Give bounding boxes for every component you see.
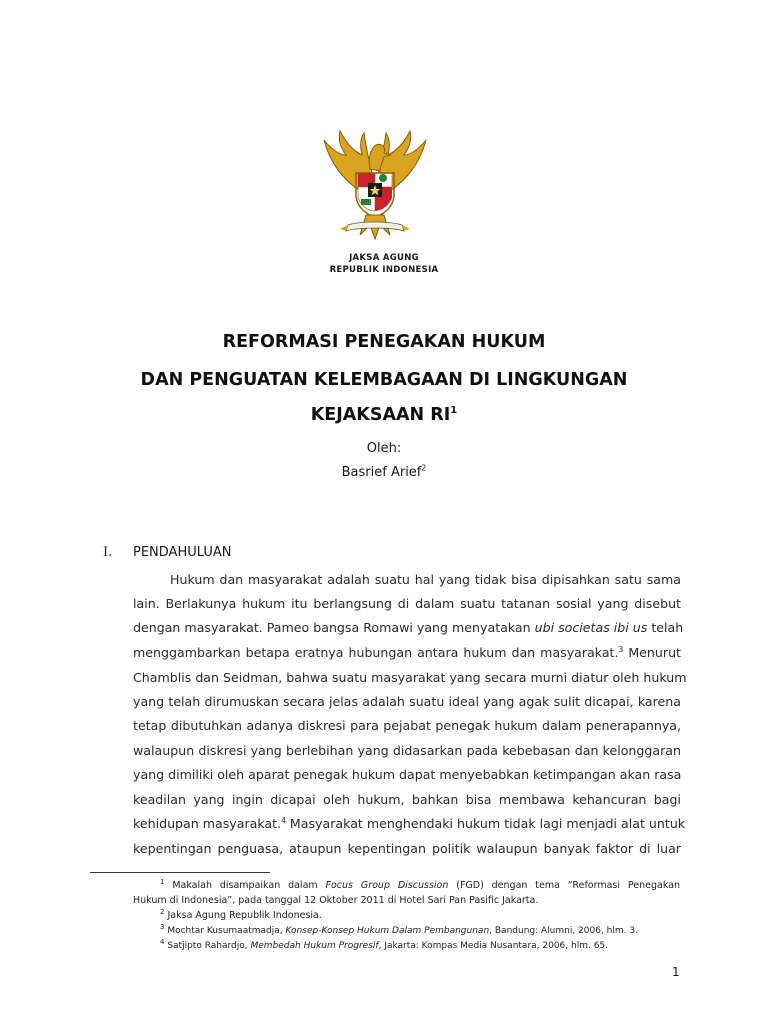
footnote-number: 2 [160,907,165,916]
footnote-separator [90,872,270,873]
body-text: menggambarkan betapa eratnya hubungan antara hukum dan masyarakat. [133,645,619,660]
document-title-line-3 [0,405,768,425]
body-text: dengan masyarakat. Pameo bangsa Romawi yang menyatakan [133,620,535,635]
footnote-number: 3 [160,923,165,931]
author-name [0,465,768,480]
footnote-ref-4: 4 [281,815,286,825]
body-line: yang telah dirumuskan secara jelas adalah suatu ideal yang agak sulit dicapai, karena [133,694,681,709]
section-number: I. [103,545,113,560]
body-line: tetap dibutuhkan adanya diskresi para pejabat penegak hukum dalam penerapannya, [133,718,681,733]
emblem-banyan-icon [379,174,387,182]
footnote-number: 1 [160,877,165,886]
footnote-number: 4 [160,938,165,946]
body-line: keadilan yang ingin dicapai oleh hukum, bahkan bisa membawa kehancuran bagi [133,792,681,807]
footnote-4 [160,940,608,952]
latin-phrase: ubi societas ibi us [534,620,648,635]
oleh-label: Oleh: [366,441,402,456]
footnote-text: , Bandung: Alumni, 2006, hlm. 3. [489,926,638,936]
body-line [133,620,684,636]
body-line: Chamblis dan Seidman, bahwa suatu masyarakat yang secara murni diatur oleh hukum [133,670,687,685]
body-line [133,645,681,661]
footnote-ref-3: 3 [618,644,624,654]
body-text: Masyarakat menghendaki hukum tidak lagi menjadi alat untuk [285,816,686,831]
footnote-1-continued: Hukum di Indonesia”, pada tanggal 12 Oktober 2011 di Hotel Sari Pan Pasific Jakarta. [133,895,539,906]
body-line: kepentingan penguasa, ataupun kepentingan politik walaupun banyak faktor di luar [133,841,681,856]
footnote-text: Jaksa Agung Republik Indonesia. [164,910,322,921]
footnote-ref-2: 2 [421,463,427,473]
footnote-italic: Membedah Hukum Progresif [250,941,379,951]
footnote-text: , Jakarta: Kompas Media Nusantara, 2006, hlm. 65. [378,941,609,951]
footnote-text: Makalah disampaikan dalam [164,880,326,891]
section-title: PENDAHULUAN [133,545,232,560]
page-number: 1 [672,965,680,979]
document-title-line-1: REFORMASI PENEGAKAN HUKUM [222,332,546,352]
body-line: Hukum dan masyarakat adalah suatu hal yang tidak bisa dipisahkan satu sama [170,572,681,587]
footnote-italic: Focus Group Discussion [325,880,449,891]
footnote-1 [160,877,680,892]
body-line: lain. Berlakunya hukum itu berlangsung di dalam suatu tatanan sosial yang disebut [133,596,681,611]
footnote-text: Mochtar Kusumaatmadja, [164,926,286,936]
institution-line-2: REPUBLIK INDONESIA [329,265,439,275]
footnote-text: (FGD) dengan tema “Reformasi Penegakan [448,880,680,891]
body-text: Menurut [623,645,681,660]
footnote-3 [160,925,638,937]
author-text: Basrief Arief [341,465,422,480]
body-line [133,815,686,832]
title-text: KEJAKSAAN RI [310,405,451,425]
footnote-italic: Konsep-Konsep Hukum Dalam Pembangunan [285,926,490,936]
body-text: telah [647,620,684,635]
body-text: kehidupan masyarakat. [133,816,282,831]
garuda-pancasila-emblem [310,125,440,255]
footnote-ref-1: 1 [450,405,458,417]
body-line: yang dimiliki oleh aparat penegak hukum dapat menyebabkan ketimpangan akan rasa [133,767,682,782]
footnote-text: Satjipto Rahardjo, [164,941,251,951]
body-line: walaupun diskresi yang berlebihan yang didasarkan pada kebebasan dan kelonggaran [133,743,681,758]
document-title-line-2: DAN PENGUATAN KELEMBAGAAN DI LINGKUNGAN [140,370,628,390]
institution-line-1: JAKSA AGUNG [349,253,419,263]
footnote-2 [160,907,322,922]
